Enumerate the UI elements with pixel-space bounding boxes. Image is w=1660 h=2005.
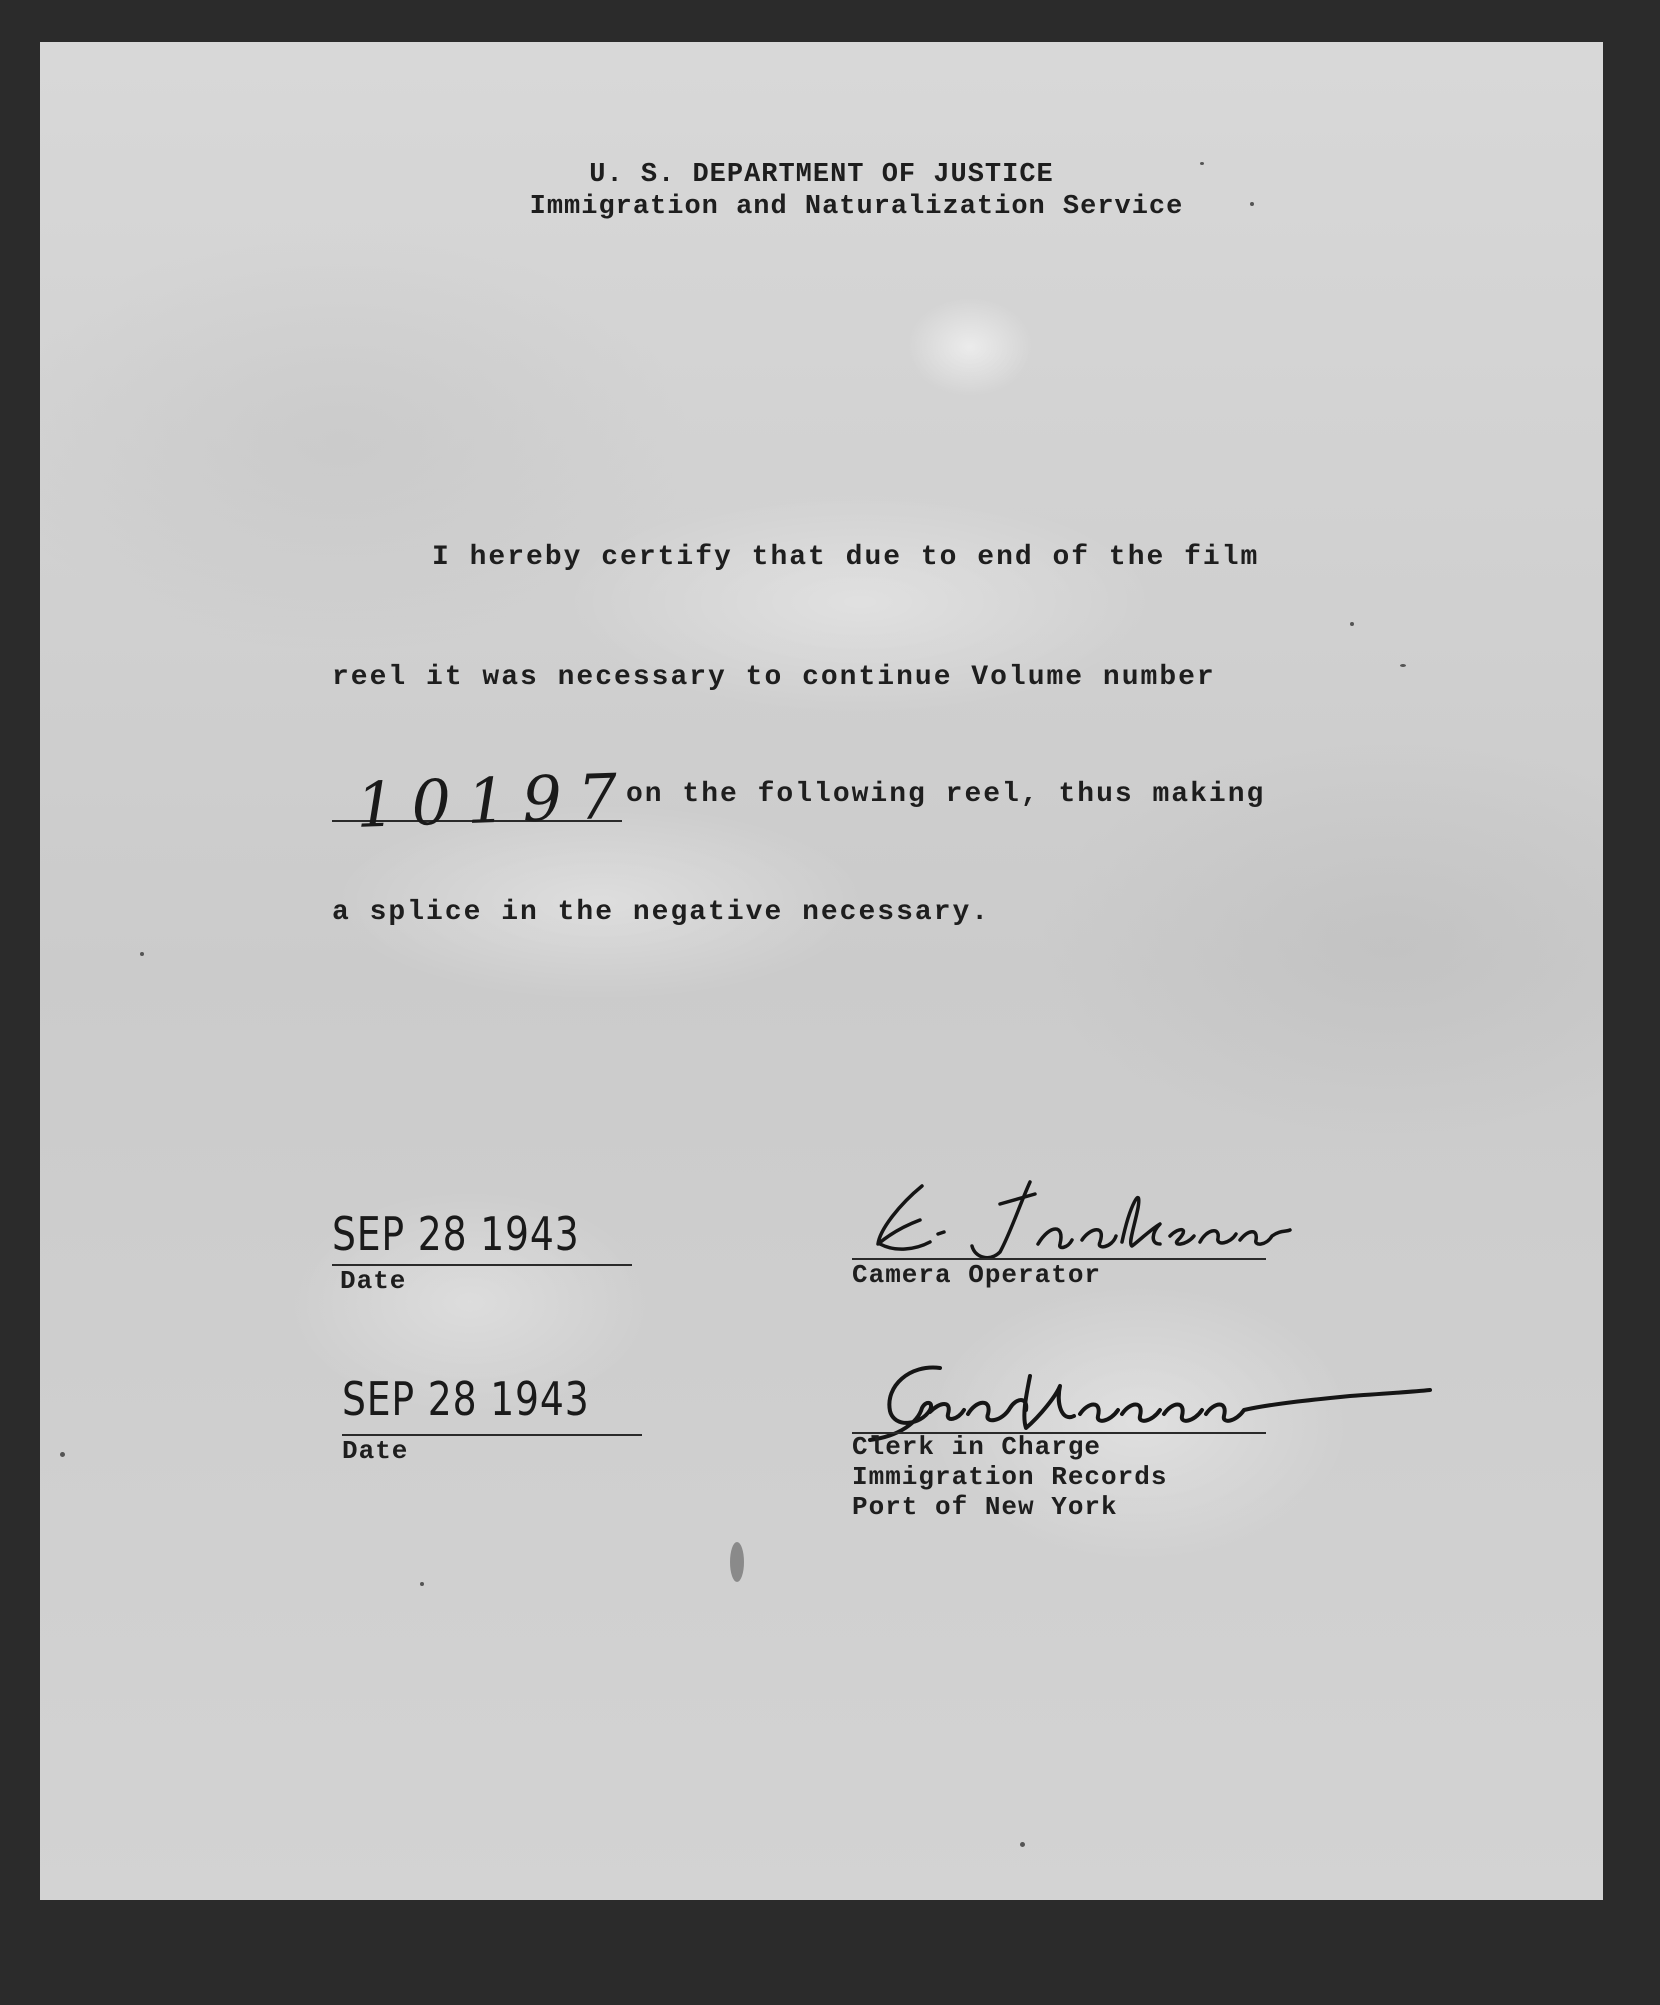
camera-date-stamp: SEP 28 1943 bbox=[332, 1207, 580, 1261]
clerk-date-label: Date bbox=[342, 1436, 409, 1466]
film-speck bbox=[1400, 664, 1406, 667]
service-heading-text: Immigration and Naturalization Service bbox=[529, 192, 1184, 222]
clerk-date-stamp: SEP 28 1943 bbox=[342, 1372, 590, 1426]
film-speck bbox=[1250, 202, 1254, 206]
clerk-title-line-3: Port of New York bbox=[852, 1492, 1118, 1522]
certificate-line-2: reel it was necessary to continue Volume number bbox=[332, 662, 1216, 693]
film-speck bbox=[730, 1542, 744, 1582]
volume-number-handwritten: 10197 bbox=[354, 759, 635, 842]
film-speck bbox=[1200, 162, 1204, 165]
film-speck bbox=[1020, 1842, 1025, 1847]
certificate-line-1: I hereby certify that due to end of the film bbox=[432, 542, 1260, 573]
service-heading bbox=[40, 192, 1603, 222]
clerk-title-line-2: Immigration Records bbox=[852, 1462, 1168, 1492]
camera-operator-signature bbox=[860, 1174, 1300, 1264]
camera-date-label: Date bbox=[340, 1266, 407, 1296]
film-speck bbox=[140, 952, 144, 956]
certificate-line-4: a splice in the negative necessary. bbox=[332, 897, 991, 928]
certificate-line-3: on the following reel, thus making bbox=[626, 779, 1266, 810]
department-heading: U. S. DEPARTMENT OF JUSTICE bbox=[589, 160, 1054, 190]
document-page bbox=[40, 42, 1603, 1900]
film-speck bbox=[60, 1452, 65, 1457]
film-speck bbox=[420, 1582, 424, 1586]
film-speck bbox=[1350, 622, 1354, 626]
camera-operator-title: Camera Operator bbox=[852, 1260, 1102, 1290]
clerk-title-line-1: Clerk in Charge bbox=[852, 1432, 1102, 1462]
